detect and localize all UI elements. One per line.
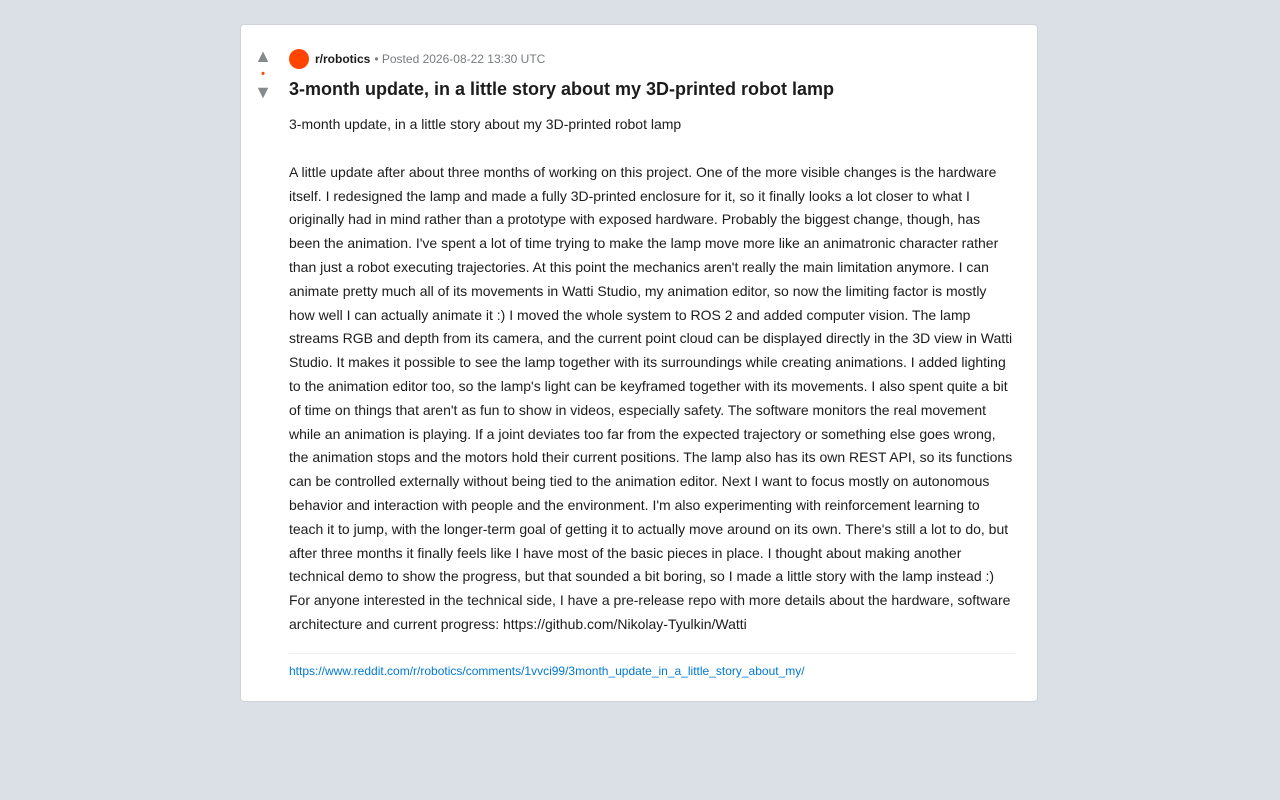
post-permalink[interactable]: https://www.reddit.com/r/robotics/comments/1vvci99/3month_update_in_a_little_story_about_my/	[289, 663, 805, 678]
post-meta	[289, 49, 1015, 69]
subreddit-avatar-icon[interactable]	[289, 49, 309, 69]
post-body-main: A little update after about three months of working on this project. One of the more visible changes is the hardware itself. I redesigned the lamp and made a fully 3D-printed enclosure for it, so it finally looks a lot closer to what I originally had in mind rather than a prototype with exposed hardware. Probably the biggest change, though, has been the animation. I've spent a lot of time trying to make the lamp move more like an animatronic character rather than just a robot executing trajectories. At this point the mechanics aren't really the main limitation anymore. I can animate pretty much all of its movements in Watti Studio, my animation editor, so now the limiting factor is mostly how well I can actually animate it :) I moved the whole system to ROS 2 and added computer vision. The lamp streams RGB and depth from its camera, and the current point cloud can be displayed directly in the 3D view in Watti Studio. It makes it possible to see the lamp together with its surroundings while creating animations. I added lighting to the animation editor too, so the lamp's light can be keyframed together with its movements. I also spent quite a bit of time on things that aren't as fun to show in videos, especially safety. The software monitors the real movement while an animation is playing. If a joint deviates too far from the expected trajectory or something else goes wrong, the animation stops and the motors hold their current positions. The lamp also has its own REST API, so its functions can be controlled externally without being tied to the animation editor. Next I want to focus mostly on autonomous behavior and interaction with people and the environment. I'm also experimenting with reinforcement learning to teach it to jump, with the longer-term goal of getting it to actually move around on its own. There's still a lot to do, but after three months it finally feels like I have most of the basic pieces in place. I thought about making another technical demo to show the progress, but that sounded a bit boring, so I made a little story with the lamp instead :) For anyone interested in the technical side, I have a pre-release repo with more details about the hardware, software architecture and current progress: https://github.com/Nikolay-Tyulkin/Watti	[289, 163, 1013, 632]
downvote-arrow-icon[interactable]: ▼	[254, 82, 272, 102]
upvote-arrow-icon[interactable]: ▲	[254, 46, 272, 66]
post-body	[289, 113, 1015, 637]
divider	[289, 653, 1015, 654]
subreddit-name[interactable]: r/robotics	[315, 52, 371, 66]
post-body-intro: 3-month update, in a little story about my 3D-printed robot lamp	[289, 116, 682, 132]
post-title[interactable]: 3-month update, in a little story about my 3D-printed robot lamp	[289, 79, 835, 99]
vote-column	[241, 47, 285, 101]
posted-timestamp: • Posted 2026-08-22 13:30 UTC	[374, 52, 546, 66]
vote-score: •	[261, 68, 265, 80]
post-content	[289, 49, 1015, 680]
post-card	[240, 24, 1038, 702]
